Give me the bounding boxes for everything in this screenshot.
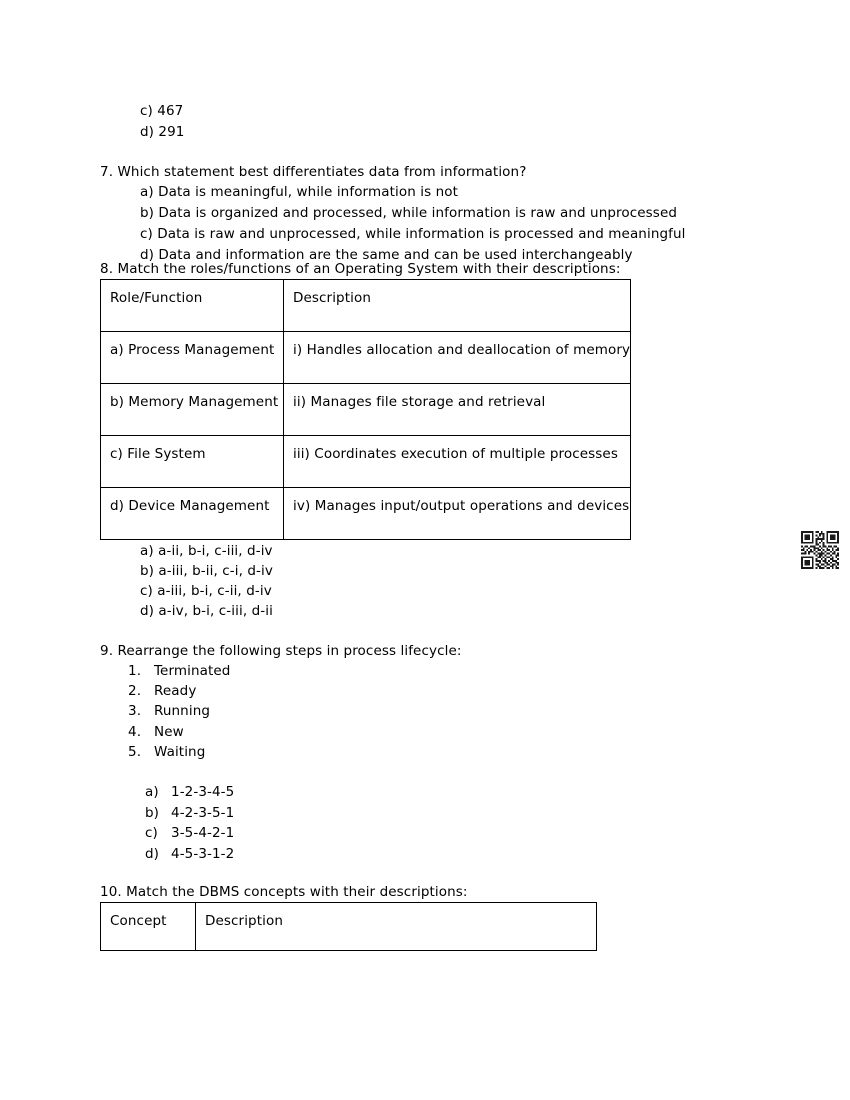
question-9-option-a bbox=[145, 782, 234, 803]
list-item-label: New bbox=[154, 724, 184, 740]
table-row bbox=[101, 332, 631, 384]
list-item-label: Running bbox=[154, 703, 211, 719]
list-item-marker: 5. bbox=[128, 744, 142, 760]
table-cell-desc-i: i) Handles allocation and deallocation of memory bbox=[284, 332, 631, 384]
question-7-option-a: a) Data is meaningful, while information is not bbox=[140, 184, 459, 200]
table-header-description: Description bbox=[284, 280, 631, 332]
question-7-option-c: c) Data is raw and unprocessed, while information is processed and meaningful bbox=[140, 226, 686, 242]
list-item bbox=[128, 681, 196, 702]
carryover-option-d: d) 291 bbox=[140, 124, 185, 140]
table-cell-role-a: a) Process Management bbox=[101, 332, 284, 384]
option-label: 3-5-4-2-1 bbox=[171, 825, 235, 841]
option-marker: c) bbox=[145, 825, 158, 841]
question-9-option-b bbox=[145, 803, 234, 824]
question-7-stem: 7. Which statement best differentiates data from information? bbox=[100, 164, 527, 180]
table-header-description: Description bbox=[196, 903, 597, 951]
list-item bbox=[128, 742, 205, 763]
option-marker: b) bbox=[145, 805, 160, 821]
list-item-label: Waiting bbox=[154, 744, 206, 760]
table-header-role-function: Role/Function bbox=[101, 280, 284, 332]
question-8-option-a: a) a-ii, b-i, c-iii, d-iv bbox=[140, 543, 273, 559]
question-8-option-d: d) a-iv, b-i, c-iii, d-ii bbox=[140, 603, 273, 619]
table-cell-desc-ii: ii) Manages file storage and retrieval bbox=[284, 384, 631, 436]
table-row-header bbox=[101, 280, 631, 332]
table-header-concept: Concept bbox=[101, 903, 196, 951]
list-item-label: Ready bbox=[154, 683, 197, 699]
list-item bbox=[128, 701, 210, 722]
question-7-option-d: d) Data and information are the same and can be used interchangeably bbox=[140, 247, 633, 263]
table-cell-desc-iv: iv) Manages input/output operations and devices bbox=[284, 488, 631, 540]
table-cell-role-d: d) Device Management bbox=[101, 488, 284, 540]
option-label: 4-2-3-5-1 bbox=[171, 805, 235, 821]
option-label: 1-2-3-4-5 bbox=[171, 784, 235, 800]
question-10-stem: 10. Match the DBMS concepts with their descriptions: bbox=[100, 884, 468, 900]
option-marker: d) bbox=[145, 846, 160, 862]
list-item-marker: 4. bbox=[128, 724, 142, 740]
list-item-marker: 2. bbox=[128, 683, 142, 699]
list-item bbox=[128, 661, 230, 682]
question-8-match-table bbox=[100, 279, 631, 540]
table-row bbox=[101, 384, 631, 436]
list-item-marker: 3. bbox=[128, 703, 142, 719]
table-cell-role-c: c) File System bbox=[101, 436, 284, 488]
option-marker: a) bbox=[145, 784, 159, 800]
question-8-option-c: c) a-iii, b-i, c-ii, d-iv bbox=[140, 583, 272, 599]
question-10-match-table bbox=[100, 902, 597, 951]
qr-code bbox=[801, 531, 839, 569]
question-9-stem: 9. Rearrange the following steps in process lifecycle: bbox=[100, 643, 462, 659]
carryover-option-c: c) 467 bbox=[140, 103, 184, 119]
question-9-option-d bbox=[145, 844, 234, 865]
list-item-label: Terminated bbox=[154, 663, 231, 679]
question-8-option-b: b) a-iii, b-ii, c-i, d-iv bbox=[140, 563, 273, 579]
list-item-marker: 1. bbox=[128, 663, 142, 679]
list-item bbox=[128, 722, 184, 743]
table-row bbox=[101, 436, 631, 488]
question-8-stem: 8. Match the roles/functions of an Operating System with their descriptions: bbox=[100, 261, 621, 277]
table-row-header bbox=[101, 903, 597, 951]
table-row bbox=[101, 488, 631, 540]
question-7-option-b: b) Data is organized and processed, while information is raw and unprocessed bbox=[140, 205, 678, 221]
question-9-option-c bbox=[145, 823, 234, 844]
table-cell-role-b: b) Memory Management bbox=[101, 384, 284, 436]
table-cell-desc-iii: iii) Coordinates execution of multiple processes bbox=[284, 436, 631, 488]
option-label: 4-5-3-1-2 bbox=[171, 846, 235, 862]
